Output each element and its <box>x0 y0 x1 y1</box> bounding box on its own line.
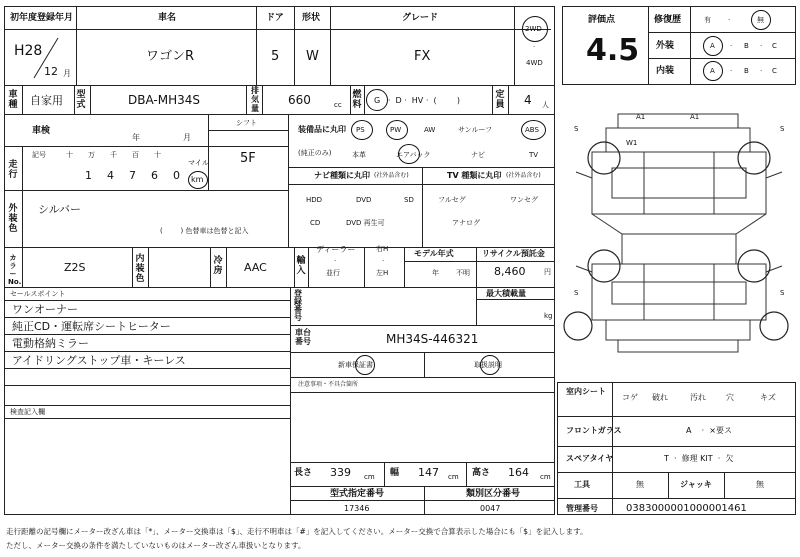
diagram-a1-right: A1 <box>690 113 700 121</box>
mileage-mile: マイル <box>188 159 209 167</box>
import-parallel: 並行 <box>326 269 340 277</box>
navi-dvd: DVD <box>356 196 372 204</box>
capacity-value: 4 <box>524 93 532 107</box>
color-note: ( ) 色替車は色替と記入 <box>160 227 249 235</box>
sales-point-2: 純正CD・運転席シートヒーター <box>12 320 171 333</box>
fuel-label: 燃料 <box>352 90 362 110</box>
doc-torisetsu: 取扱説明 <box>474 361 502 369</box>
doors-label: ドア <box>266 13 284 23</box>
grade-value: FX <box>414 49 431 64</box>
tv-oneseg: ワンセグ <box>510 196 538 204</box>
notes-label: 注意事項・不具合箇所 <box>298 381 359 388</box>
navi-sd: SD <box>404 196 414 204</box>
import-dealer-dot: · <box>334 257 337 265</box>
diagram-w1: W1 <box>626 139 638 147</box>
equip-abs: ABS <box>525 126 539 134</box>
navi-cd: CD <box>310 219 321 227</box>
spare-options: T · 修理 KIT · 欠 <box>664 454 734 463</box>
equipment-note: (純正のみ) <box>298 149 332 157</box>
inspector-label: 検査記入欄 <box>10 408 45 416</box>
interior-dot2: · <box>760 67 763 75</box>
displacement-value: 660 <box>288 93 311 107</box>
navi-hdd: HDD <box>306 196 323 204</box>
class-no-value: 0047 <box>480 504 501 513</box>
displacement-unit: cc <box>334 101 342 109</box>
model-year-label: モデル年式 <box>414 249 454 258</box>
sales-point-1: ワンオーナー <box>12 303 78 316</box>
width-unit: cm <box>448 473 459 481</box>
int-color-label: 内装色 <box>135 254 145 284</box>
score-value: 4.5 <box>586 33 640 68</box>
grade-label: グレード <box>402 13 439 23</box>
color-no-value: Z2S <box>64 261 86 274</box>
max-load-label: 最大積載量 <box>486 289 526 298</box>
navi-title: ナビ種類に丸印 <box>314 171 370 180</box>
width-value: 147 <box>418 466 439 479</box>
mileage-unit-1: 十 <box>66 151 73 159</box>
seat-yogore: 汚れ <box>690 393 706 402</box>
import-left: 左H <box>376 269 389 277</box>
equip-sunroof: サンルーフ <box>458 126 493 134</box>
inspection-year: 年 <box>132 133 140 142</box>
type-no-value: 17346 <box>344 504 370 513</box>
car-name-label: 車名 <box>158 13 177 23</box>
mileage-digit-1: 1 <box>85 169 92 182</box>
windshield-options: A · ×要ス <box>686 426 732 435</box>
tv-analog: アナログ <box>452 219 480 227</box>
exterior-c: C <box>772 42 777 50</box>
color-label: 外装色 <box>8 204 18 234</box>
inspection-label: 車検 <box>32 126 51 136</box>
drive-4wd: 4WD <box>526 59 543 67</box>
sales-point-3: 電動格納ミラー <box>12 337 89 350</box>
diagram-s-1: S <box>574 125 579 133</box>
model-year-year: 年 <box>432 269 439 277</box>
interior-dot1: · <box>730 67 733 75</box>
mileage-unit-2: 万 <box>88 151 95 159</box>
mileage-unit-5: 十 <box>154 151 161 159</box>
model-year-unknown: 不明 <box>456 269 470 277</box>
tv-title: TV 種類に丸印 <box>447 171 502 180</box>
height-label: 高さ <box>472 468 491 478</box>
drive-2wd: 2WD <box>525 25 542 33</box>
car-outline-diagram <box>562 96 796 382</box>
shape-label: 形状 <box>302 13 321 23</box>
equipment-title: 装備品に丸印 <box>298 125 346 134</box>
equip-tv: TV <box>529 151 539 159</box>
repair-yes: 有 <box>704 16 711 24</box>
jack-value: 無 <box>756 480 764 489</box>
jack-label: ジャッキ <box>680 480 712 489</box>
height-value: 164 <box>508 466 529 479</box>
exterior-b: B <box>744 42 749 50</box>
sales-point-4: アイドリングストップ車・キーレス <box>12 354 186 367</box>
shift-value: 5F <box>240 151 256 166</box>
mileage-label: 走行 <box>8 160 18 180</box>
capacity-unit: 人 <box>542 101 549 109</box>
windshield-label: フロントガラス <box>566 426 622 435</box>
repair-no: 無 <box>757 16 764 24</box>
mileage-unit-3: 千 <box>110 151 117 159</box>
slash-divider <box>30 36 60 80</box>
model-value: DBA-MH34S <box>128 93 201 107</box>
drive-dot: · <box>533 43 536 51</box>
usage-label: 車種 <box>8 90 18 110</box>
length-value: 339 <box>330 466 351 479</box>
displacement-label: 排気量 <box>251 86 259 113</box>
seat-label: 室内シート <box>566 387 606 396</box>
import-dot: · <box>382 257 385 265</box>
import-right: 右H <box>376 245 389 253</box>
equip-airbag: エアバック <box>396 151 431 159</box>
inspection-month: 月 <box>183 133 191 142</box>
tools-value: 無 <box>636 480 644 489</box>
mileage-kigou: 記号 <box>32 151 46 159</box>
shift-label: シフト <box>236 119 257 127</box>
tv-fullseg: フルセグ <box>438 196 466 204</box>
navi-dvdplay: DVD 再生可 <box>346 219 385 227</box>
width-label: 幅 <box>390 468 400 478</box>
mileage-digit-5: 0 <box>173 169 180 182</box>
footer-note-1: 走行距離の記号欄にメーター改ざん車は「*」、メーター交換車は「$」、走行不明車は「#」を記入してください。メーター交換で合算表示した場合にも「$」を記入します。 <box>6 527 588 536</box>
diagram-s-4: S <box>780 289 785 297</box>
type-no-label: 型式指定番号 <box>330 489 385 499</box>
interior-label: 内装 <box>656 66 675 76</box>
interior-a: A <box>710 67 715 75</box>
interior-c: C <box>772 67 777 75</box>
recycle-unit: 円 <box>544 268 551 276</box>
equip-pw: PW <box>390 126 402 134</box>
mileage-km: km <box>191 175 204 184</box>
class-no-label: 類別区分番号 <box>466 489 521 499</box>
exterior-dot2: · <box>760 42 763 50</box>
seat-ana: 穴 <box>726 393 734 402</box>
mileage-digit-2: 4 <box>107 169 114 182</box>
repair-dot: · <box>728 16 731 24</box>
sales-points-label: セールスポイント <box>10 290 66 298</box>
diagram-s-3: S <box>574 289 579 297</box>
registration-year: H28 <box>14 43 43 59</box>
ac-value: AAC <box>244 261 267 274</box>
color-value: シルバー <box>38 203 81 216</box>
shape-value: W <box>306 49 319 64</box>
chassis-value: MH34S-446321 <box>386 332 479 346</box>
mileage-unit-4: 百 <box>132 151 139 159</box>
recycle-value: 8,460 <box>494 265 526 278</box>
registration-month: 12 <box>44 65 58 78</box>
equip-navi: ナビ <box>471 151 485 159</box>
interior-b: B <box>744 67 749 75</box>
footer-note-2: ただし、メーター交換の条件を満たしていないものはメーター改ざん車扱いとなります。 <box>6 541 306 550</box>
registration-label: 初年度登録年月 <box>10 13 74 23</box>
registration-month-unit: 月 <box>63 69 71 78</box>
equip-aw: AW <box>424 126 436 134</box>
color-no-label: カラーNo. <box>8 254 22 286</box>
equip-leather: 本革 <box>352 151 366 159</box>
seat-yabure: 破れ <box>652 393 668 402</box>
seat-kizu: キズ <box>760 393 776 402</box>
tools-label: 工具 <box>574 480 590 489</box>
diagram-a1-left: A1 <box>636 113 646 121</box>
navi-note: (社外品含む) <box>374 172 409 179</box>
length-label: 長さ <box>294 468 313 478</box>
car-name-value: ワゴンR <box>146 49 195 64</box>
max-load-unit: kg <box>544 312 553 320</box>
model-label: 型式 <box>76 90 86 110</box>
capacity-label: 定員 <box>495 90 505 110</box>
height-unit: cm <box>540 473 551 481</box>
mileage-digit-4: 6 <box>151 169 158 182</box>
diagram-s-2: S <box>780 125 785 133</box>
score-label: 評価点 <box>588 15 616 25</box>
import-dealer: ディーラー <box>316 245 356 254</box>
spare-label: スペアタイヤ <box>566 454 614 463</box>
usage-value: 自家用 <box>30 94 63 107</box>
equip-ps: PS <box>356 126 365 134</box>
doc-shinsha: 新車保証書 <box>338 361 373 369</box>
exterior-a: A <box>710 42 715 50</box>
exterior-dot1: · <box>730 42 733 50</box>
management-value: 0383000001000001461 <box>626 503 747 514</box>
length-unit: cm <box>364 473 375 481</box>
doors-value: 5 <box>271 49 280 64</box>
ac-label: 冷房 <box>213 256 223 276</box>
reg-no-label: 登録番号 <box>294 289 302 322</box>
seat-koge: コゲ <box>622 393 638 402</box>
exterior-label: 外装 <box>656 41 675 51</box>
fuel-options: G · D · HV · ( ) <box>374 96 461 105</box>
chassis-label: 車台番号 <box>295 328 311 346</box>
recycle-label: リサイクル預託金 <box>482 249 545 258</box>
tv-note: (社外品含む) <box>506 172 541 179</box>
management-label: 管理番号 <box>566 504 598 513</box>
repair-label: 修復歴 <box>654 15 682 25</box>
import-label: 輸入 <box>296 256 306 276</box>
mileage-digit-3: 7 <box>129 169 136 182</box>
